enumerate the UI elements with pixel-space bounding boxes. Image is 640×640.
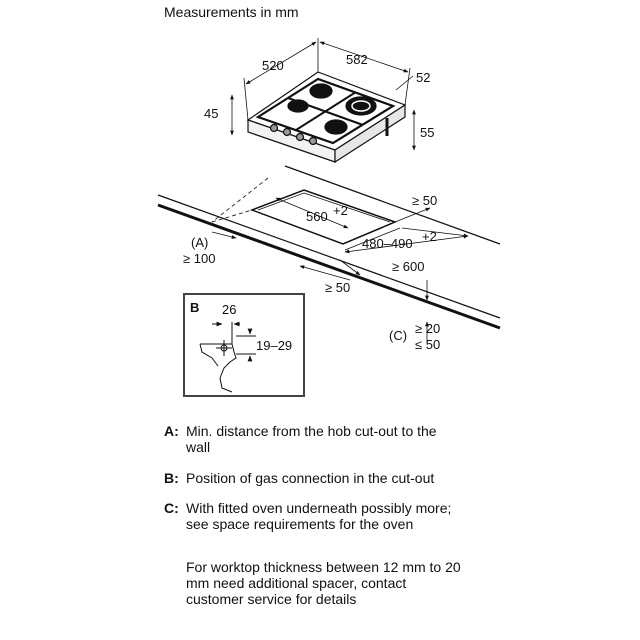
dim-front-edge: ≥ 50 [325,280,351,295]
worktop-note: For worktop thickness between 12 mm to 20 mm need additional spacer, contact customer service for details [186,559,461,607]
legend-text: Position of gas connection in the cut-out [186,470,435,486]
legend-text: Min. distance from the hob cut-out to the wall [186,423,437,455]
knob [284,129,291,136]
dim-hob-depth: 520 [262,58,284,73]
dim-oven-min: ≥ 20 [415,321,441,336]
dim-b-height: 19–29 [256,338,293,353]
dim-oven-max: ≤ 50 [415,337,441,352]
dim-cutout-width: 560 [306,209,328,224]
dim-hob-height-below: 55 [420,125,435,140]
label-a: (A) [191,235,209,250]
hob-drawing [248,72,405,162]
detail-b-box [184,294,304,396]
dim-cutout-width-tol: +2 [333,203,348,218]
dim-hob-edge: 52 [416,70,431,85]
legend-item-b [164,470,464,486]
legend-key: A: [164,423,179,439]
legend-key: B: [164,470,179,486]
detail-b-label: B [190,300,200,315]
legend-item-c [164,500,464,532]
legend-key: C: [164,500,179,516]
dim-cutout-depth: 480–490 [362,236,413,251]
dim-b-width: 26 [222,302,237,317]
knob [310,138,317,145]
dim-hob-width: 582 [346,52,368,67]
burner-front-right [325,120,347,134]
dim-side-clearance: ≥ 50 [412,193,438,208]
dim-front-clearance: ≥ 600 [392,259,425,274]
knob [271,125,278,132]
dim-wall-clearance: ≥ 100 [183,251,216,266]
legend-text: With fitted oven underneath possibly more; see space requirements for the oven [186,500,452,532]
label-c: (C) [389,328,408,343]
dim-hob-height-top: 45 [204,106,219,121]
page-title: Measurements in mm [164,4,299,20]
knob [297,134,304,141]
burner-rear-left [310,84,332,98]
dim-cutout-depth-tol: +2 [422,229,437,244]
burner-front-left [288,100,308,112]
legend-item-a [164,423,464,455]
burner-wok [346,97,376,115]
